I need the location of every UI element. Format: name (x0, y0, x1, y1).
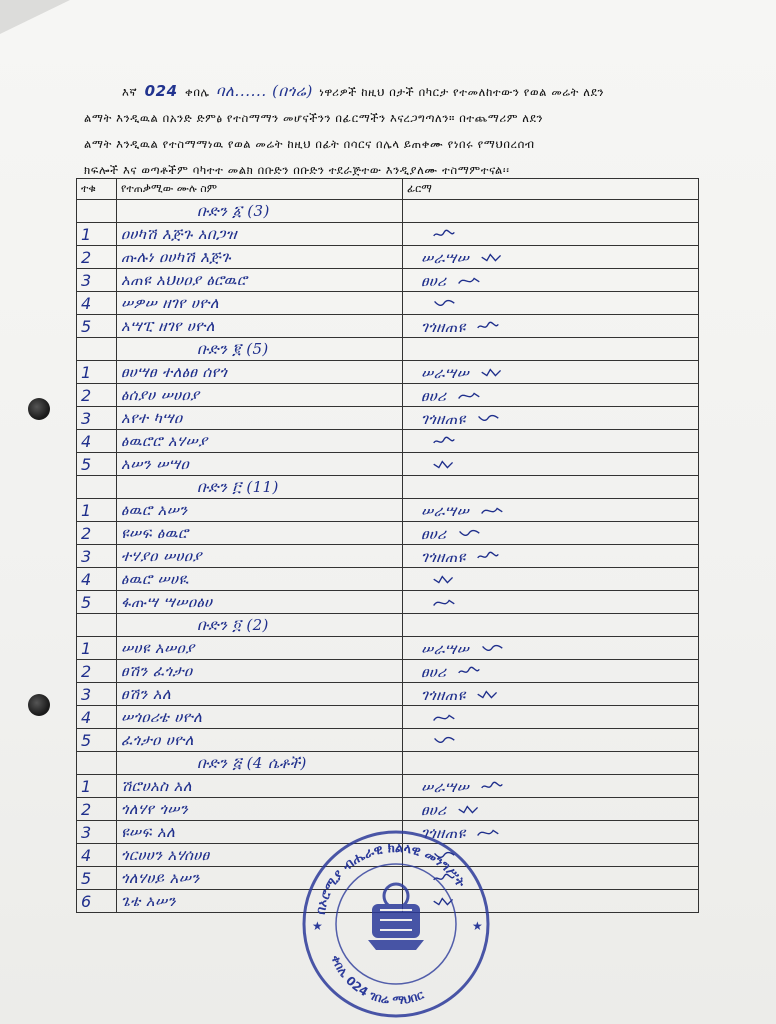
row-number: 4 (77, 430, 117, 453)
signature-scribble-icon (479, 505, 505, 517)
kebele-label: ቀበሌ (185, 85, 210, 99)
signature-scribble-icon (475, 321, 501, 333)
table-row (77, 430, 699, 453)
signature-cell (403, 315, 699, 338)
signature-scribble-icon (456, 528, 482, 540)
table-header-row (77, 179, 699, 200)
signature-text: ፀሀሪ (421, 524, 447, 543)
signature-scribble-icon (431, 298, 457, 310)
signature-scribble-icon (479, 781, 505, 793)
group-title: ቡድን ፩ (3) (117, 200, 403, 223)
row-number: 3 (77, 545, 117, 568)
row-number: 5 (77, 315, 117, 338)
signature-cell (403, 545, 699, 568)
signature-text: ገጎዘጠዩ (421, 823, 466, 842)
signature-scribble-icon (431, 712, 457, 724)
header-full-name: የተጠቃሚው ሙሉ ስም (117, 179, 403, 200)
signature-scribble-icon (431, 735, 457, 747)
member-name: ጌቴ አሠን (117, 890, 403, 913)
signature-cell (403, 637, 699, 660)
signature-text: ገጎዘጠዩ (421, 547, 466, 566)
group-title: ቡድን ፫ (11) (117, 476, 403, 499)
group-number-cell (77, 614, 117, 637)
signature-text: ፀሀሪ (421, 662, 447, 681)
table-row (77, 729, 699, 752)
group-signature-cell (403, 752, 699, 775)
row-number: 1 (77, 775, 117, 798)
group-number-cell (77, 476, 117, 499)
header-number: ተቁ (77, 179, 117, 200)
row-number: 4 (77, 844, 117, 867)
header-signature: ፊርማ (403, 179, 699, 200)
member-name: ፅዉሮ አሠን (117, 499, 403, 522)
official-stamp (298, 823, 494, 1022)
signature-scribble-icon (475, 689, 501, 701)
member-name: ፅዉሮሮ አሃሠያ (117, 430, 403, 453)
table-row (77, 223, 699, 246)
group-header-row (77, 752, 699, 775)
member-name: ፅሰያሀ ሠሀዐያ (117, 384, 403, 407)
signature-text: ሠራሣሠ (421, 248, 470, 267)
row-number: 3 (77, 821, 117, 844)
row-number: 2 (77, 660, 117, 683)
row-number: 4 (77, 706, 117, 729)
row-number: 3 (77, 683, 117, 706)
member-name: ሠጎዐሪቴ ሀዮለ (117, 706, 403, 729)
row-number: 4 (77, 568, 117, 591)
member-name: አሠን ሠሣዐ (117, 453, 403, 476)
member-name: አጠዩ አህሀዐያ ፅሮዉሮ (117, 269, 403, 292)
table-row (77, 522, 699, 545)
signature-text: ፀሀሪ (421, 386, 447, 405)
signature-cell (403, 430, 699, 453)
signature-cell (403, 499, 699, 522)
signature-scribble-icon (479, 643, 505, 655)
member-name: ጎርሀሀን አሃሰሀፀ (117, 844, 403, 867)
row-number: 5 (77, 729, 117, 752)
row-number: 2 (77, 384, 117, 407)
member-name: ፀሀሣፀ ተለፅፀ ሰየጎ (117, 361, 403, 384)
table-row (77, 798, 699, 821)
table-row (77, 637, 699, 660)
table-body (77, 200, 699, 913)
group-number-cell (77, 200, 117, 223)
signature-cell (403, 568, 699, 591)
member-name: ጎለሃሀይ አሠን (117, 867, 403, 890)
signature-cell (403, 706, 699, 729)
signature-text: ሠራሣሠ (421, 639, 470, 658)
table-row (77, 591, 699, 614)
table-row (77, 545, 699, 568)
signature-scribble-icon (431, 436, 457, 448)
table-row (77, 292, 699, 315)
group-signature-cell (403, 614, 699, 637)
signature-text: ገጎዘጠዩ (421, 685, 466, 704)
signature-scribble-icon (456, 390, 482, 402)
signature-scribble-icon (431, 459, 457, 471)
group-signature-cell (403, 200, 699, 223)
member-name: ጎለሃየ ጎሠን (117, 798, 403, 821)
group-number-cell (77, 338, 117, 361)
signature-scribble-icon (431, 597, 457, 609)
member-name: ዐሀካሽ እጅጉ አበጋዝ (117, 223, 403, 246)
signature-cell (403, 798, 699, 821)
intro-line-4: ክፍሎች እና ወጣቶችም ባካተተ መልክ በቡድን በቡድን ተደራጅተው እንዲያለሙ ተስማምተናል፡፡ (84, 163, 510, 177)
table-row (77, 361, 699, 384)
punch-hole-bottom (28, 694, 50, 716)
signature-cell (403, 522, 699, 545)
signature-cell (403, 660, 699, 683)
row-number: 1 (77, 499, 117, 522)
signature-cell (403, 292, 699, 315)
table-row (77, 775, 699, 798)
row-number: 2 (77, 522, 117, 545)
member-name: ዩሠፍ ፅዉሮ (117, 522, 403, 545)
signature-text: ሠራሣሠ (421, 777, 470, 796)
member-name: ሠሀዩ አሠዐያ (117, 637, 403, 660)
punch-hole-top (28, 398, 50, 420)
table-row (77, 706, 699, 729)
group-header-row (77, 338, 699, 361)
intro-paragraph (84, 78, 696, 183)
table-row (77, 384, 699, 407)
table-row (77, 315, 699, 338)
signature-cell (403, 591, 699, 614)
signature-scribble-icon (431, 574, 457, 586)
intro-body-1: ነዋሪዎች ከዚህ በታች በካርታ የተመለከተውን የወል መሬት ለደን (319, 85, 605, 99)
kebele-name: ባለ...... (በጎሬ) (215, 82, 313, 100)
stamp-emblem-icon (368, 884, 424, 950)
intro-line-1 (84, 78, 696, 105)
member-name: ሽሮሀአስ አለ (117, 775, 403, 798)
member-name: አየተ ካሣዐ (117, 407, 403, 430)
table-row (77, 660, 699, 683)
signature-cell (403, 384, 699, 407)
member-name: ተሃያዐ ሠሀዐያ (117, 545, 403, 568)
folded-corner (0, 0, 70, 34)
member-name: ፅዉሮ ሠሀዪ (117, 568, 403, 591)
signature-cell (403, 453, 699, 476)
row-number: 6 (77, 890, 117, 913)
group-header-row (77, 476, 699, 499)
signature-text: ፀሀሪ (421, 800, 447, 819)
table-row (77, 568, 699, 591)
signature-scribble-icon (475, 551, 501, 563)
row-number: 2 (77, 246, 117, 269)
signature-scribble-icon (475, 413, 501, 425)
table-row (77, 683, 699, 706)
signature-text: ገጎዘጠዩ (421, 409, 466, 428)
signature-cell (403, 775, 699, 798)
member-name: ፋጡሣ ሣሠዐፅሀ (117, 591, 403, 614)
signature-text: ሠራሣሠ (421, 501, 470, 520)
row-number: 3 (77, 269, 117, 292)
row-number: 3 (77, 407, 117, 430)
group-header-row (77, 614, 699, 637)
row-number: 1 (77, 637, 117, 660)
signature-scribble-icon (456, 275, 482, 287)
signature-cell (403, 683, 699, 706)
table-row (77, 453, 699, 476)
signature-text: ገጎዘጠዩ (421, 317, 466, 336)
table-row (77, 407, 699, 430)
signature-cell (403, 246, 699, 269)
group-signature-cell (403, 338, 699, 361)
signature-cell (403, 361, 699, 384)
row-number: 5 (77, 591, 117, 614)
stamp-star-left-icon: ★ (312, 919, 323, 933)
signature-cell (403, 407, 699, 430)
group-title: ቡድን ፪ (5) (117, 338, 403, 361)
signature-table (76, 178, 699, 913)
signature-text: ሠራሣሠ (421, 363, 470, 382)
member-name: አሣፒ ዘገየ ሀዮለ (117, 315, 403, 338)
intro-prefix: እኛ (122, 85, 138, 99)
group-title: ቡድን ፭ (4 ሴቶች) (117, 752, 403, 775)
member-name: ዩሠፍ አለ (117, 821, 403, 844)
signature-scribble-icon (479, 252, 505, 264)
row-number: 5 (77, 453, 117, 476)
group-signature-cell (403, 476, 699, 499)
row-number: 2 (77, 798, 117, 821)
member-name: ፀሽን አለ (117, 683, 403, 706)
member-name: ፀሽን ፈጎታዐ (117, 660, 403, 683)
stamp-top-text: በኦሮሚያ ብሔራዊ ክልላዊ መንግሥት (313, 840, 468, 916)
group-number-cell (77, 752, 117, 775)
row-number: 5 (77, 867, 117, 890)
signature-text: ፀሀሪ (421, 271, 447, 290)
signature-scribble-icon (456, 804, 482, 816)
intro-line-3: ልማት እንዲዉል የተስማማነዉ የወል መሬት ከዚህ በፊት በሳርና በሌላ ይጠቀሙ የነበሩ የማህበረሰብ (84, 137, 535, 151)
table-row (77, 269, 699, 292)
member-name: ጡሉነ ዐሀካሽ እጅጉ (117, 246, 403, 269)
intro-line-2: ልማት እንዲዉል በአንድ ድምፅ የተስማማን መሆናችንን በፊርማችን እናረጋግጣለን። በተጨማሪም ለደን (84, 111, 544, 125)
row-number: 1 (77, 361, 117, 384)
row-number: 4 (77, 292, 117, 315)
signature-scribble-icon (431, 229, 457, 241)
signature-cell (403, 223, 699, 246)
signature-scribble-icon (456, 666, 482, 678)
stamp-bottom-text: ቀበሌ 024 ገበሬ ማህበር (328, 953, 426, 1008)
member-name: ሠዎሠ ዘገየ ሀዮለ (117, 292, 403, 315)
group-title: ቡድን ፬ (2) (117, 614, 403, 637)
table-row (77, 246, 699, 269)
group-header-row (77, 200, 699, 223)
signature-cell (403, 269, 699, 292)
row-number: 1 (77, 223, 117, 246)
signature-scribble-icon (479, 367, 505, 379)
stamp-star-right-icon: ★ (472, 919, 483, 933)
kebele-number: 024 (144, 82, 178, 100)
member-name: ፈጎታዐ ሀዮለ (117, 729, 403, 752)
signature-cell (403, 729, 699, 752)
table-row (77, 499, 699, 522)
